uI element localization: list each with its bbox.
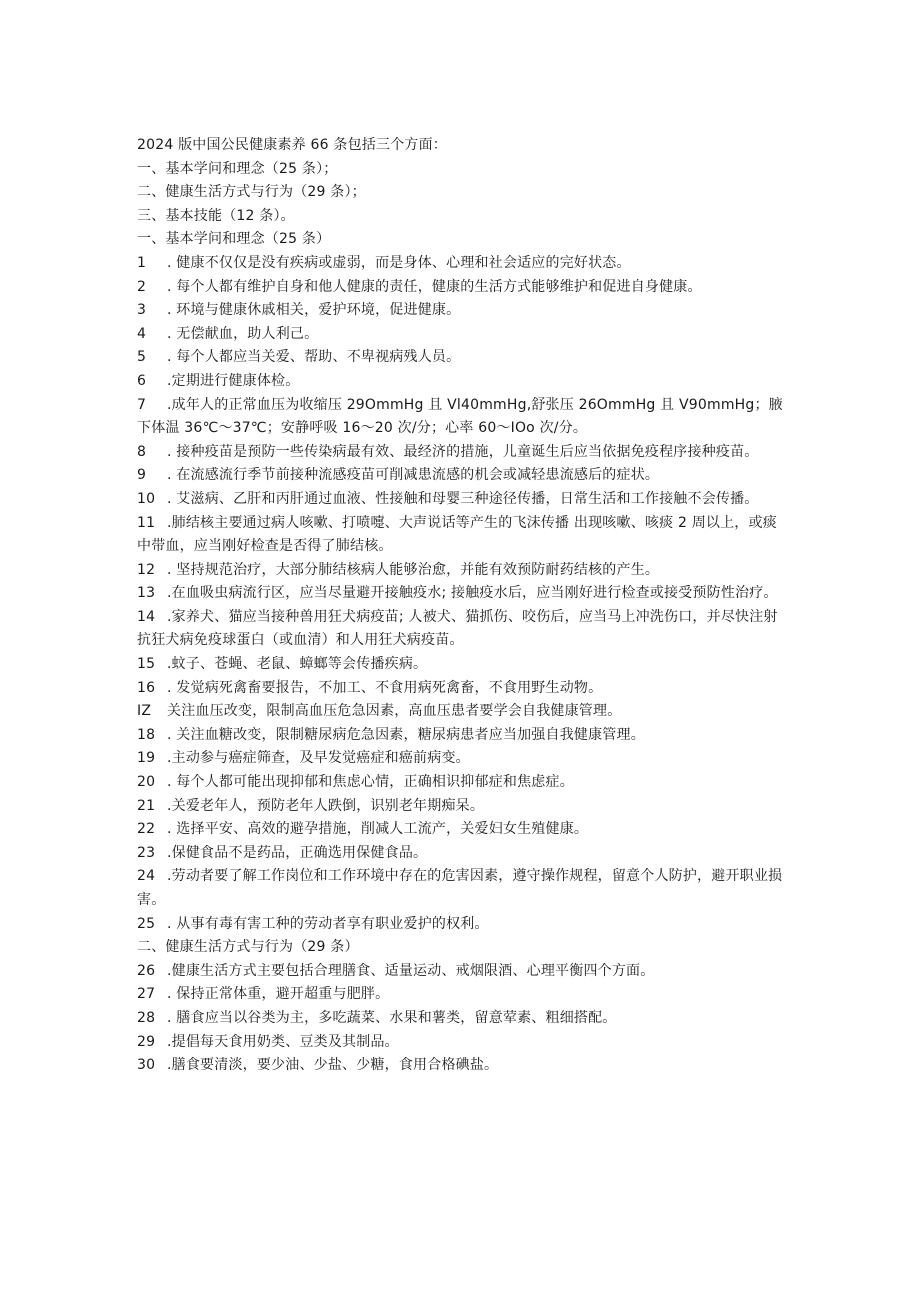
- item-number: 4: [137, 325, 147, 342]
- item-text: .健康生活方式主要包括合理膳食、适量运动、戒烟限酒、心理平衡四个方面。: [167, 962, 655, 979]
- list-item: [137, 346, 787, 370]
- aspect-line: 三、基本技能（12 条）。: [137, 207, 295, 224]
- list-item: [137, 724, 787, 748]
- list-item: [137, 512, 787, 559]
- list-item: [137, 559, 787, 583]
- list-item: [137, 276, 787, 300]
- list-item: [137, 1031, 787, 1055]
- section-1-list: [137, 252, 787, 936]
- list-item: [137, 488, 787, 512]
- item-text: . 无偿献血，助人利己。: [167, 325, 319, 342]
- item-number: 29: [137, 1033, 156, 1050]
- list-item: [137, 441, 787, 465]
- item-number: 14: [137, 608, 156, 625]
- item-number: 8: [137, 443, 147, 460]
- list-item: [137, 677, 787, 701]
- item-text: . 每个人都应当关爱、帮助、不卑视病残人员。: [167, 349, 461, 366]
- item-number: 11: [137, 514, 156, 531]
- item-number: 19: [137, 750, 156, 767]
- list-item: [137, 913, 787, 937]
- item-number: 16: [137, 679, 156, 696]
- item-text: . 坚持规范治疗，大部分肺结核病人能够治愈，并能有效预防耐药结核的产生。: [167, 561, 660, 578]
- item-text: . 健康不仅仅是没有疾病或虚弱，而是身体、心理和社会适应的完好状态。: [167, 254, 631, 271]
- section-heading: 一、基本学问和理念（25 条）: [137, 231, 331, 248]
- item-text: .劳动者要了解工作岗位和工作环境中存在的危害因素，遵守操作规程，留意个人防护，避开职业损害。: [137, 868, 783, 908]
- list-item: [137, 700, 787, 724]
- list-item: [137, 865, 787, 912]
- item-number: 21: [137, 797, 156, 814]
- item-number: 25: [137, 915, 156, 932]
- item-number: 28: [137, 1009, 156, 1026]
- item-text: .主动参与癌症筛查，及早发觉癌症和癌前病变。: [167, 750, 470, 767]
- item-number: 23: [137, 844, 156, 861]
- list-item: [137, 818, 787, 842]
- list-item: [137, 1054, 787, 1078]
- item-text: .膳食要清淡，要少油、少盐、少糖，食用合格碘盐。: [167, 1057, 499, 1074]
- item-number: 1: [137, 254, 147, 271]
- item-number: 5: [137, 349, 147, 366]
- item-number: 20: [137, 774, 156, 791]
- item-text: .家养犬、猫应当接种兽用狂犬病疫苗; 人被犬、猫抓伤、咬伤后，应当马上冲洗伤口，并尽快注射抗狂犬病免疫球蛋白（或血清）和人用狂犬病疫苗。: [137, 608, 778, 649]
- item-text: . 环境与健康休戚相关，爱护环境，促进健康。: [167, 302, 461, 319]
- item-text: 关注血压改变，限制高血压危急因素，高血压患者要学会自我健康管理。: [167, 703, 622, 720]
- item-text: .蚊子、苍蝇、老鼠、蟑螂等会传播疾病。: [167, 656, 428, 673]
- list-item: [137, 252, 787, 276]
- aspect-line: 一、基本学问和理念（25 条）；: [137, 160, 338, 177]
- item-text: . 发觉病死禽畜要报告，不加工、不食用病死禽畜，不食用野生动物。: [167, 679, 603, 696]
- list-item: [137, 370, 787, 394]
- item-number: 13: [137, 585, 156, 602]
- aspect-line: 二、健康生活方式与行为（29 条）；: [137, 184, 366, 201]
- section-2-list: [137, 960, 787, 1078]
- item-text: . 从事有毒有害工种的劳动者享有职业爱护的权利。: [167, 915, 489, 932]
- list-item: [137, 394, 787, 441]
- item-number: 10: [137, 490, 156, 507]
- list-item: [137, 771, 787, 795]
- item-text: .提倡每天食用奶类、豆类及其制品。: [167, 1033, 399, 1050]
- item-text: . 每个人都有维护自身和他人健康的责任，健康的生活方式能够维护和促进自身健康。: [167, 278, 702, 295]
- list-item: [137, 582, 787, 606]
- list-item: [137, 1007, 787, 1031]
- item-text: .保健食品不是药品，正确选用保健食品。: [167, 844, 428, 861]
- item-number: 15: [137, 656, 156, 673]
- list-item: [137, 983, 787, 1007]
- list-item: [137, 747, 787, 771]
- list-item: [137, 960, 787, 984]
- section-heading: 二、健康生活方式与行为（29 条）: [137, 939, 359, 956]
- item-number: 6: [137, 372, 147, 389]
- item-text: . 在流感流行季节前接种流感疫苗可削减患流感的机会或减轻患流感后的症状。: [167, 467, 660, 484]
- list-item: [137, 299, 787, 323]
- list-item: [137, 795, 787, 819]
- list-item: [137, 842, 787, 866]
- item-text: .关爱老年人，预防老年人跌倒，识别老年期痴呆。: [167, 797, 485, 814]
- document-body: [137, 134, 787, 1078]
- item-number: 26: [137, 962, 156, 979]
- item-text: .肺结核主要通过病人咳嗽、打喷嚏、大声说话等产生的飞沫传播 出现咳嗽、咳痰 2 周以上，或痰中带血，应当刚好检查是否得了肺结核。: [137, 514, 777, 555]
- item-number: 22: [137, 821, 156, 838]
- list-item: [137, 464, 787, 488]
- item-number: 18: [137, 726, 156, 743]
- item-number: 12: [137, 561, 156, 578]
- item-number: 9: [137, 467, 147, 484]
- item-text: .成年人的正常血压为收缩压 29OmmHg 且 Vl40mmHg,舒张压 26OmmHg 且 V90mmHg；腋下体温 36℃～37℃；安静呼吸 16～20 次/分；心率 60～IOo 次/分。: [137, 396, 783, 437]
- item-number: 30: [137, 1057, 156, 1074]
- item-number: 7: [137, 396, 147, 413]
- list-item: [137, 653, 787, 677]
- item-number: 27: [137, 986, 156, 1003]
- item-number: IZ: [137, 703, 152, 720]
- item-text: . 艾滋病、乙肝和丙肝通过血液、性接触和母婴三种途径传播，日常生活和工作接触不会传播。: [167, 490, 759, 507]
- item-text: .定期进行健康体检。: [167, 372, 300, 389]
- item-text: . 保持正常体重，避开超重与肥胖。: [167, 986, 390, 1003]
- document-title: 2024 版中国公民健康素养 66 条包括三个方面：: [137, 137, 447, 153]
- item-text: . 接种疫苗是预防一些传染病最有效、最经济的措施，儿童诞生后应当依据免疫程序接种疫苗。: [167, 443, 759, 460]
- item-text: . 关注血糖改变，限制糖尿病危急因素，糖尿病患者应当加强自我健康管理。: [167, 726, 645, 743]
- item-text: . 膳食应当以谷类为主，多吃蔬菜、水果和薯类，留意荤素、粗细搭配。: [167, 1009, 617, 1026]
- item-text: .在血吸虫病流行区，应当尽量避开接触疫水; 接触疫水后，应当刚好进行检查或接受预防性治疗。: [167, 585, 778, 602]
- item-text: . 每个人都可能出现抑郁和焦虑心情，正确相识抑郁症和焦虑症。: [167, 774, 574, 791]
- item-text: . 选择平安、高效的避孕措施，削减人工流产，关爱妇女生殖健康。: [167, 821, 589, 838]
- list-item: [137, 606, 787, 653]
- item-number: 2: [137, 278, 147, 295]
- item-number: 24: [137, 868, 156, 885]
- item-number: 3: [137, 302, 147, 319]
- list-item: [137, 323, 787, 347]
